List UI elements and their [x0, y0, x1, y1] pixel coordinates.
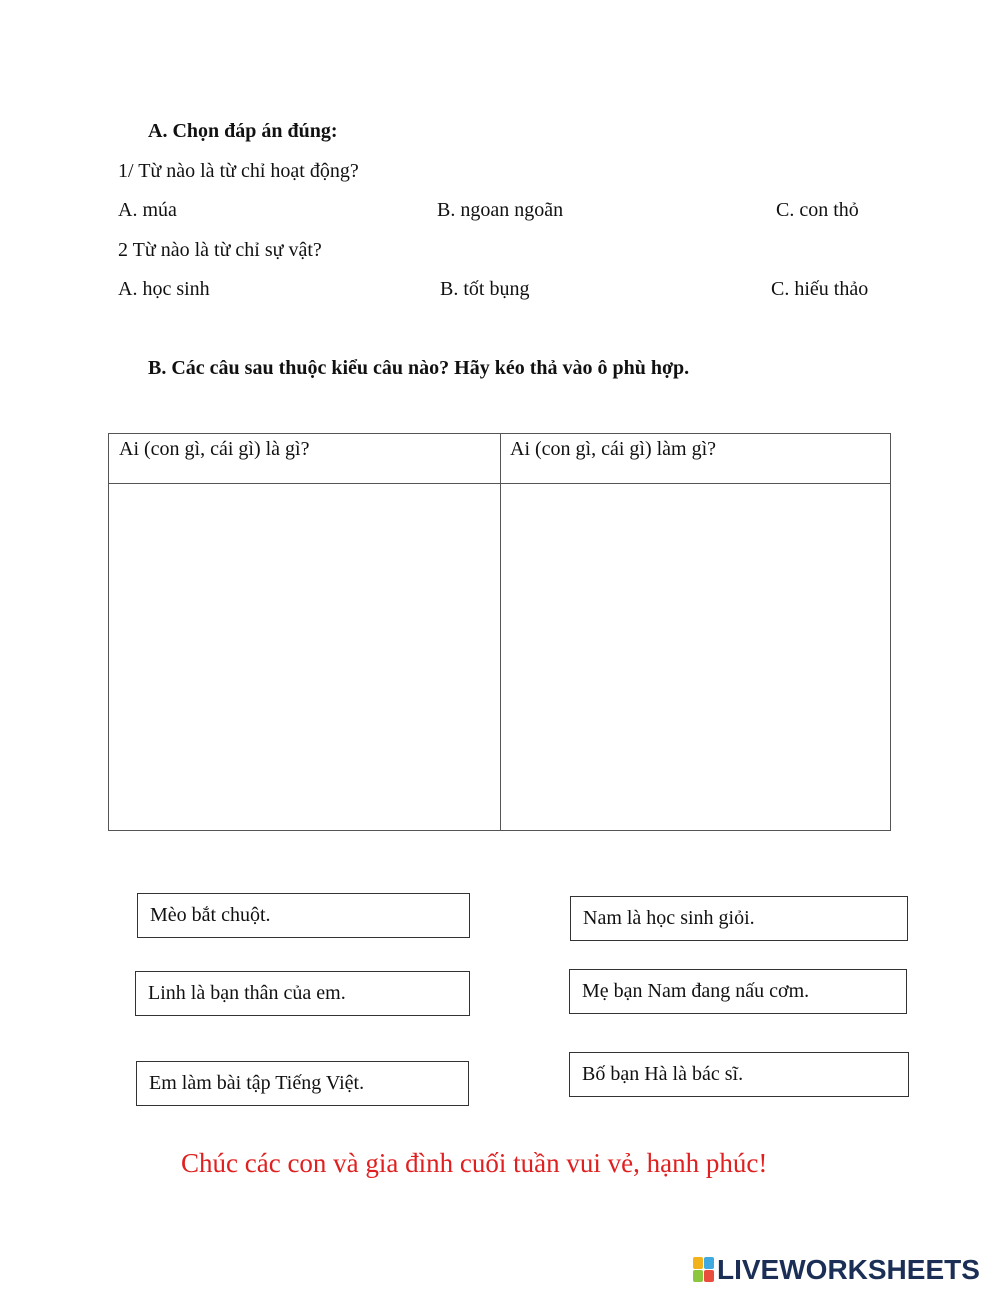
card-text: Nam là học sinh giỏi.	[583, 907, 755, 929]
closing-message: Chúc các con và gia đình cuối tuần vui vẻ, hạnh phúc!	[181, 1148, 768, 1178]
q1-option-b[interactable]: B. ngoan ngoãn	[437, 199, 564, 221]
card-text: Bố bạn Hà là bác sĩ.	[582, 1063, 744, 1085]
drag-card-linh-la-ban-than[interactable]	[135, 971, 470, 1016]
question-2: 2 Từ nào là từ chỉ sự vật?	[118, 239, 322, 261]
card-text: Mẹ bạn Nam đang nấu cơm.	[582, 980, 810, 1002]
liveworksheets-wordmark: LIVEWORKSHEETS	[717, 1254, 980, 1285]
liveworksheets-logo	[693, 1254, 980, 1286]
card-text: Em làm bài tập Tiếng Việt.	[149, 1072, 365, 1094]
section-a-heading: A. Chọn đáp án đúng:	[148, 120, 338, 142]
drag-card-me-ban-nam-nau-com[interactable]	[569, 969, 907, 1014]
q1-option-c[interactable]: C. con thỏ	[776, 199, 859, 221]
card-text: Mèo bắt chuột.	[150, 904, 271, 926]
q2-option-b[interactable]: B. tốt bụng	[440, 278, 530, 300]
q2-option-c[interactable]: C. hiếu thảo	[771, 278, 869, 300]
sorting-table	[108, 433, 891, 831]
drag-card-em-lam-bai-tap[interactable]	[136, 1061, 469, 1106]
q2-option-a[interactable]: A. học sinh	[118, 278, 210, 300]
drag-card-nam-la-hoc-sinh-gioi[interactable]	[570, 896, 908, 941]
drop-zone-la-gi[interactable]	[109, 484, 500, 830]
q1-option-a[interactable]: A. múa	[118, 199, 177, 221]
card-text: Linh là bạn thân của em.	[148, 982, 346, 1004]
drop-zone-lam-gi[interactable]	[501, 484, 890, 830]
liveworksheets-logo-icon	[693, 1257, 715, 1283]
drag-card-bo-ban-ha-la-bac-si[interactable]	[569, 1052, 909, 1097]
column-header-lam-gi: Ai (con gì, cái gì) làm gì?	[510, 438, 717, 460]
question-1: 1/ Từ nào là từ chỉ hoạt động?	[118, 160, 359, 182]
column-header-la-gi: Ai (con gì, cái gì) là gì?	[119, 438, 310, 460]
drag-card-meo-bat-chuot[interactable]	[137, 893, 470, 938]
section-b-heading: B. Các câu sau thuộc kiểu câu nào? Hãy kéo thả vào ô phù hợp.	[148, 357, 690, 379]
